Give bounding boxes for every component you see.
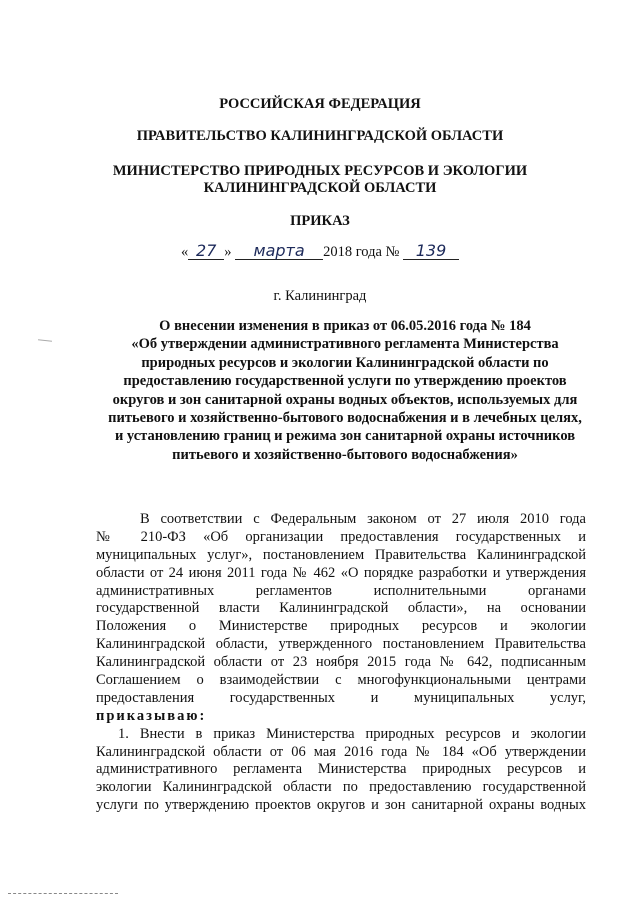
paragraph-line: Положения о Министерстве природных ресурсов и экологии (96, 618, 586, 635)
paragraph-line: Соглашением о взаимодействии с многофункциональными центрами (96, 672, 586, 689)
paragraph-line: Калининградской области, утвержденного постановлением Правительства (96, 636, 586, 653)
title-line: и установлению границ и режима зон санитарной охраны источников (114, 428, 576, 445)
order-title (100, 317, 590, 464)
document-type-heading: ПРИКАЗ (290, 213, 350, 229)
date-close-quote: » (224, 244, 232, 260)
date-open-quote: « (180, 244, 189, 260)
paragraph-line: экологии Калининградской области по предоставлению государственной (96, 779, 586, 796)
title-line: О внесении изменения в приказ от 06.05.2016 года № 184 (159, 318, 531, 334)
government-heading: ПРАВИТЕЛЬСТВО КАЛИНИНГРАДСКОЙ ОБЛАСТИ (136, 128, 504, 144)
title-line: предоставлению государственной услуги по утверждению проектов (123, 373, 567, 390)
paragraph-line: предоставления государственных и муниципальных услуг, (96, 689, 586, 706)
margin-mark (38, 339, 52, 341)
footer-rule (8, 893, 118, 895)
handwritten-month: марта (235, 243, 323, 260)
title-line: округов и зон санитарной охраны водных объектов, используемых для (112, 391, 578, 408)
paragraph-line: государственной власти Калининградской области», на основании (96, 600, 586, 617)
paragraph-line: административного регламента Министерства природных ресурсов и (96, 761, 586, 778)
paragraph-line: Калининградской области от 23 ноября 2015 года № 642, подписанным (96, 654, 586, 671)
order-word: приказываю: (96, 707, 207, 724)
date-year-text: 2018 года № (323, 244, 400, 260)
paragraph-line: № 210-ФЗ «Об организации предоставления государственных и (96, 528, 586, 545)
order-date-line (0, 242, 640, 262)
ministry-heading-line2: КАЛИНИНГРАДСКОЙ ОБЛАСТИ (203, 180, 437, 196)
paragraph-preamble (96, 511, 586, 815)
paragraph-line: области от 24 июня 2011 года № 462 «О порядке разработки и утверждения (96, 564, 586, 581)
title-line: природных ресурсов и экологии Калининградской области по (141, 354, 549, 371)
paragraph-line: услуги по утверждению проектов округов и зон санитарной охраны водных (96, 797, 586, 814)
handwritten-day: 27 (188, 243, 224, 260)
handwritten-order-number: 139 (403, 243, 459, 260)
ministry-heading-line1: МИНИСТЕРСТВО ПРИРОДНЫХ РЕСУРСОВ И ЭКОЛОГИИ (112, 163, 528, 179)
city-line: г. Калининград (273, 288, 367, 304)
paragraph-line: В соответствии с Федеральным законом от 27 июля 2010 года (140, 511, 586, 527)
country-heading: РОССИЙСКАЯ ФЕДЕРАЦИЯ (219, 96, 421, 112)
title-line: питьевого и хозяйственно-бытового водоснабжения» (172, 446, 518, 463)
paragraph-line: 1. Внести в приказ Министерства природных ресурсов и экологии (118, 725, 586, 742)
paragraph-line: муниципальных услуг», постановлением Правительства Калининградской (96, 546, 586, 563)
title-line: «Об утверждении административного регламента Министерства (131, 336, 559, 353)
title-line: питьевого и хозяйственно-бытового водоснабжения и в лечебных целях, (108, 410, 582, 427)
paragraph-line: Калининградской области от 06 мая 2016 года № 184 «Об утверждении (96, 743, 586, 760)
paragraph-line: административных регламентов исполнительными органами (96, 582, 586, 599)
